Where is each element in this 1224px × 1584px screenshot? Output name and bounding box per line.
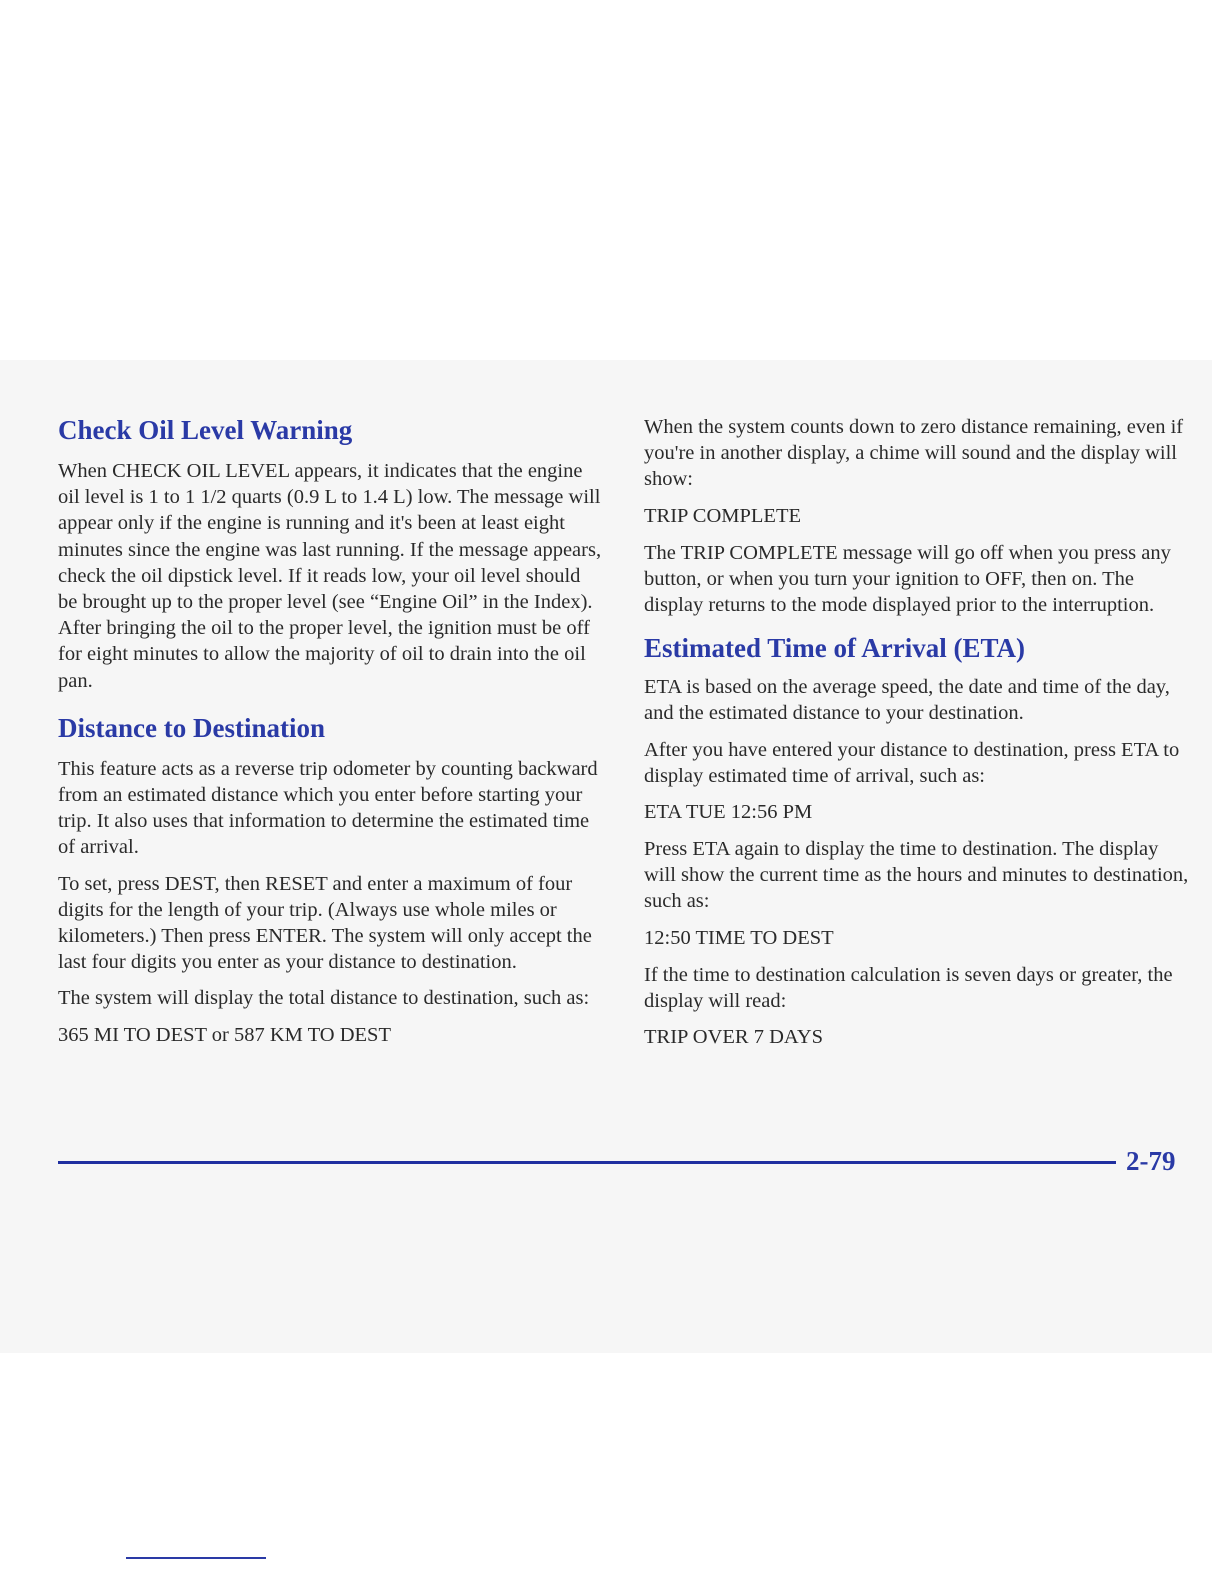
eta-heading: Estimated Time of Arrival (ETA) xyxy=(644,633,1025,664)
countdown-paragraph-2: The TRIP COMPLETE message will go off when you press any button, or when you turn your ignition to OFF, then on. The display returns to the mode displayed prior to the interruption. xyxy=(644,541,1171,617)
eta-paragraph-1: ETA is based on the average speed, the date and time of the day, and the estimated distance to your destination. xyxy=(644,676,1170,725)
left-column xyxy=(58,414,603,1059)
distance-paragraph-2: To set, press DEST, then RESET and enter a maximum of four digits for the length of your trip. (Always use whole miles or kilometers.) Then press ENTER. The system will only accept the last four digits you enter as your distance to destination. xyxy=(58,872,592,974)
eta-paragraph-4: If the time to destination calculation is seven days or greater, the display will read: xyxy=(644,963,1173,1012)
eta-paragraph-3: Press ETA again to display the time to destination. The display will show the current time as the hours and minutes to destination, such as: xyxy=(644,838,1189,913)
check-oil-paragraph: When CHECK OIL LEVEL appears, it indicates that the engine oil level is 1 to 1 1/2 quarts (0.9 L to 1.4 L) low. The message will appear only if the engine is running and it's been at least eight minutes since the engine was last running. If the message appears, check the oil dipstick level. If it reads low, your oil level should be brought up to the proper level (see “Engine Oil” in the Index). After bringing the oil to the proper level, the ignition must be off for eight minutes to allow the majority of oil to drain into the oil pan. xyxy=(58,460,602,692)
countdown-paragraph-1: When the system counts down to zero distance remaining, even if you're in another display, a chime will sound and the display will show: xyxy=(644,416,1184,491)
trip-complete-display: TRIP COMPLETE xyxy=(644,504,801,527)
distance-display-example: 365 MI TO DEST or 587 KM TO DEST xyxy=(58,1023,391,1046)
footer-rule xyxy=(58,1161,1116,1164)
eta-paragraph-2: After you have entered your distance to destination, press ETA to display estimated time of arrival, such as: xyxy=(644,738,1180,787)
distance-paragraph-1: This feature acts as a reverse trip odometer by counting backward from an estimated distance which you enter before starting your trip. It also uses that information to determine the estimated time of arrival. xyxy=(58,757,598,859)
eta-display-example: ETA TUE 12:56 PM xyxy=(644,801,813,824)
trip-over-display: TRIP OVER 7 DAYS xyxy=(644,1026,824,1049)
distance-heading: Distance to Destination xyxy=(58,712,325,743)
check-oil-heading: Check Oil Level Warning xyxy=(58,415,353,445)
bottom-divider xyxy=(126,1557,266,1559)
right-column xyxy=(644,414,1189,1061)
page-number: 2-79 xyxy=(1126,1146,1176,1176)
distance-paragraph-3: The system will display the total distance to destination, such as: xyxy=(58,987,590,1010)
time-to-dest-display: 12:50 TIME TO DEST xyxy=(644,926,834,949)
